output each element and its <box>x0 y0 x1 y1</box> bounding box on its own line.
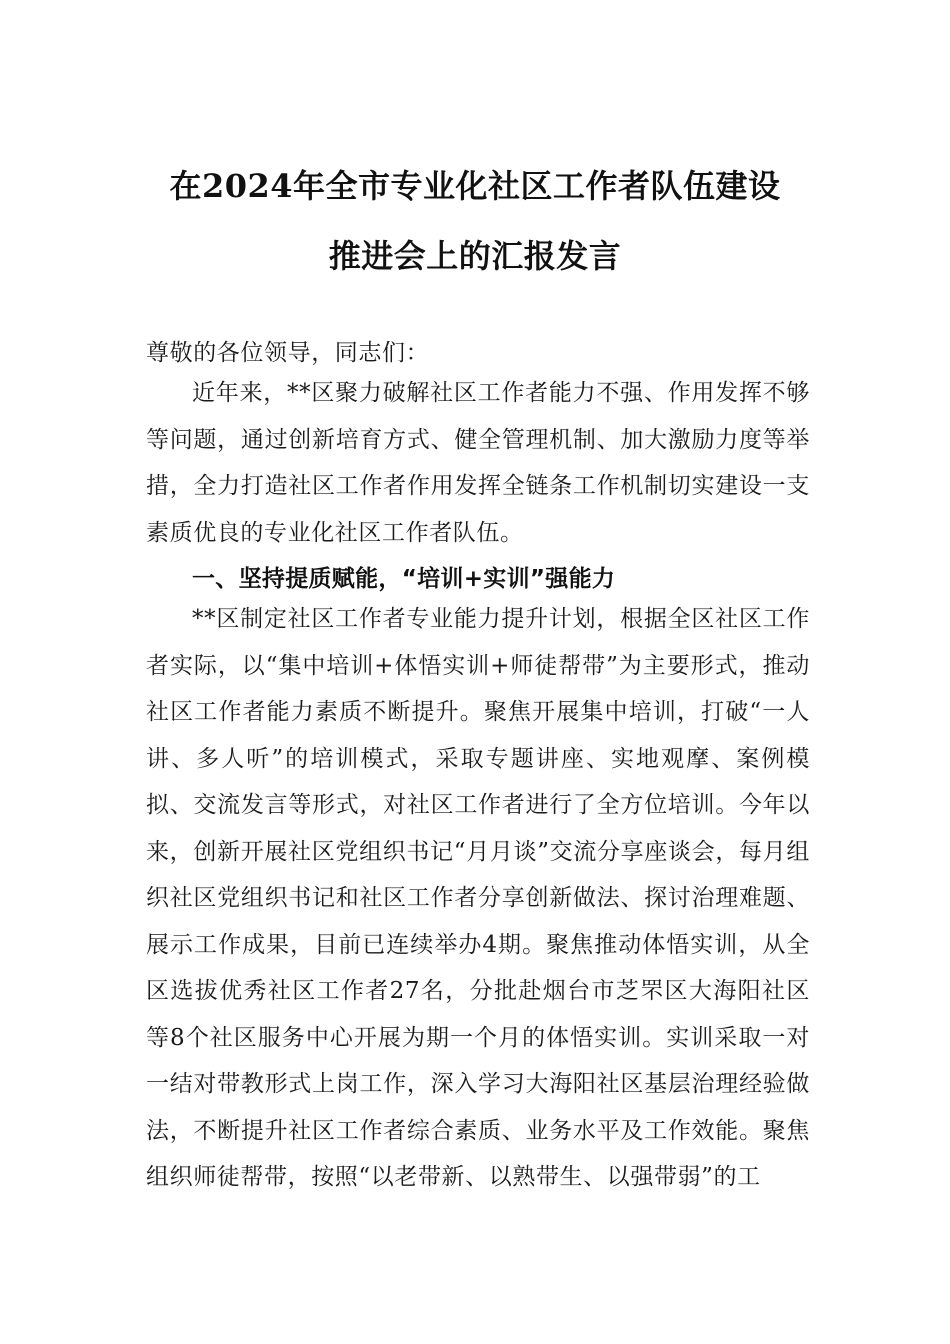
document-title-line-1: 在2024年全市专业化社区工作者队伍建设 <box>169 167 781 205</box>
paragraph-intro: 近年来，**区聚力破解社区工作者能力不强、作用发挥不够等问题，通过创新培育方式、健全管理机制、加大激励力度等举措，全力打造社区工作者作用发挥全链条工作机制切实建设一支素质优良的专业化社区工作者队伍。 <box>146 380 810 546</box>
salutation: 尊敬的各位领导，同志们： <box>146 340 430 366</box>
section-heading-1: 一、坚持提质赋能，“培训+实训”强能力 <box>192 566 616 592</box>
document-title-line-2: 推进会上的汇报发言 <box>328 237 622 275</box>
paragraph-section-1: **区制定社区工作者专业能力提升计划，根据全区社区工作者实际，以“集中培训+体悟实训+师徒帮带”为主要形式，推动社区工作者能力素质不断提升。聚焦开展集中培训，打破“一人讲、多人听”的培训模式，采取专题讲座、实地观摩、案例模拟、交流发言等形式，对社区工作者进行了全方位培训。今年以来，创新开展社区党组织书记“月月谈”交流分享座谈会，每月组织社区党组织书记和社区工作者分享创新做法、探讨治理难题、展示工作成果，目前已连续举办4期。聚焦推动体悟实训，从全区选拔优秀社区工作者27名，分批赴烟台市芝罘区大海阳社区等8个社区服务中心开展为期一个月的体悟实训。实训采取一对一结对带教形式上岗工作，深入学习大海阳社区基层治理经验做法，不断提升社区工作者综合素质、业务水平及工作效能。聚焦组织师徒帮带，按照“以老带新、以熟带生、以强带弱”的工 <box>146 606 810 1190</box>
